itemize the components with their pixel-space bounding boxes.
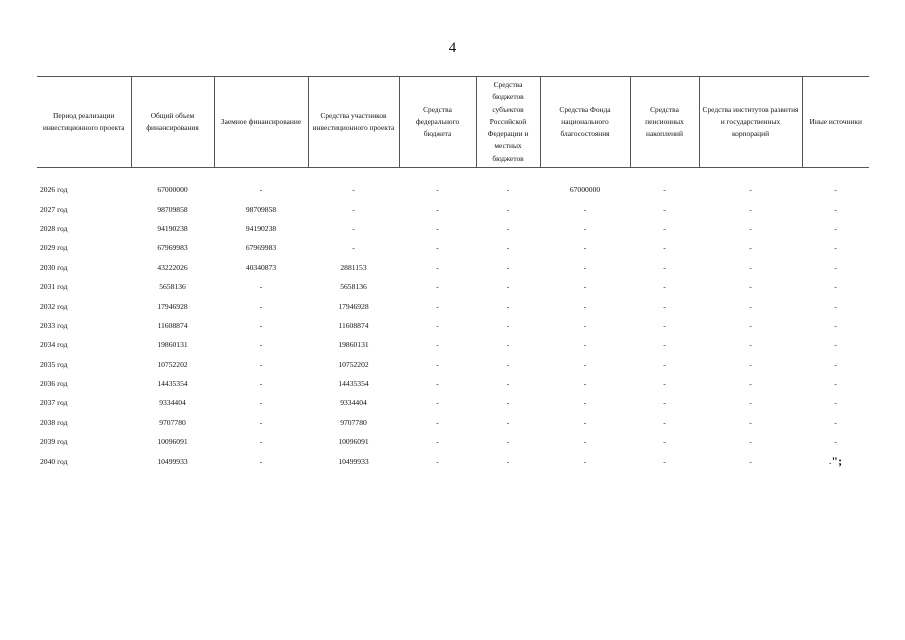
table-row	[37, 451, 869, 470]
header-national-wealth-fund: Средства Фонда национального благосостояния	[540, 77, 630, 168]
table-row	[37, 432, 869, 451]
table-cell: -	[506, 282, 510, 292]
table-cell: -	[436, 437, 439, 447]
table-cell: 10752202	[157, 359, 188, 369]
table-cell: 67969983	[245, 243, 277, 253]
table-cell: -	[436, 243, 439, 253]
table-cell: 5658136	[340, 282, 367, 292]
table-cell: -	[583, 262, 587, 272]
header-federal-budget: Средства федерального бюджета	[399, 77, 476, 168]
table-cell: 14435354	[157, 379, 188, 389]
table-cell: -	[749, 223, 752, 233]
table-cell: 11608874	[157, 320, 188, 330]
table-cell: -	[834, 185, 837, 195]
table-row	[37, 219, 869, 238]
table-cell: 17946928	[157, 301, 188, 311]
table-cell: 10499933	[338, 456, 369, 466]
table-cell: -	[834, 437, 837, 447]
table-cell: -	[749, 185, 752, 195]
table-cell: -	[749, 417, 752, 427]
table-cell: 11608874	[338, 320, 369, 330]
table-cell: 10499933	[157, 456, 188, 466]
table-cell: -	[583, 437, 587, 447]
table-cell: -	[436, 340, 439, 350]
table-cell: -	[436, 417, 439, 427]
table-cell: -	[834, 320, 837, 330]
table-cell: -	[834, 204, 837, 214]
table-cell: -	[506, 262, 510, 272]
table-cell: -	[583, 359, 587, 369]
table-cell: -	[259, 456, 263, 466]
table-row	[37, 277, 869, 296]
table-cell: -	[352, 243, 355, 253]
table-cell: -	[506, 456, 510, 466]
table-cell: -	[506, 301, 510, 311]
table-row	[37, 393, 869, 412]
table-cell: 94190238	[157, 223, 188, 233]
table-cell: -	[436, 359, 439, 369]
table-cell-period: 2035 год	[40, 359, 68, 369]
table-cell: -	[259, 437, 263, 447]
table-cell: -	[834, 340, 837, 350]
table-cell: 14435354	[338, 379, 369, 389]
table-cell: -	[259, 379, 263, 389]
table-row	[37, 238, 869, 257]
table-cell-period: 2033 год	[40, 320, 68, 330]
header-borrowed-financing: Заемное финансирование	[214, 77, 308, 168]
table-cell: -	[352, 185, 355, 195]
table-cell: -	[663, 417, 666, 427]
page-number: 4	[448, 40, 457, 56]
table-cell: -	[749, 340, 752, 350]
table-cell-period: 2039 год	[40, 437, 68, 447]
header-total-financing: Общий объем финансирования	[131, 77, 214, 168]
table-cell: -	[352, 204, 355, 214]
table-cell: -	[259, 417, 263, 427]
table-cell: -	[436, 320, 439, 330]
table-cell: -	[506, 204, 510, 214]
header-pension-savings: Средства пенсионных накоплений	[630, 77, 699, 168]
table-cell	[802, 451, 869, 470]
table-cell: -	[259, 282, 263, 292]
table-cell: -	[506, 320, 510, 330]
table-cell: -	[834, 398, 837, 408]
table-cell: -	[583, 301, 587, 311]
table-cell: -	[663, 282, 666, 292]
table-cell: -	[583, 456, 587, 466]
table-cell: -	[436, 301, 439, 311]
table-cell: -	[259, 340, 263, 350]
table-cell: -	[749, 204, 752, 214]
table-cell: -	[749, 359, 752, 369]
header-other-sources: Иные источники	[802, 77, 869, 168]
table-cell: 19860131	[338, 340, 369, 350]
table-cell: 67969983	[157, 243, 188, 253]
table-cell: -	[436, 262, 439, 272]
table-cell: -	[834, 223, 837, 233]
table-cell: -	[583, 417, 587, 427]
table-cell: -	[834, 301, 837, 311]
table-cell: -	[663, 185, 666, 195]
table-cell: -	[506, 417, 510, 427]
header-participants-funds: Средства участников инвестиционного проекта	[308, 77, 399, 168]
table-cell: -	[583, 340, 587, 350]
table-cell: -	[506, 379, 510, 389]
table-cell: -	[663, 456, 666, 466]
table-cell: 9707780	[159, 417, 186, 427]
table-row	[37, 335, 869, 354]
table-cell: -	[834, 262, 837, 272]
table-cell: -	[506, 340, 510, 350]
table-cell: -	[749, 282, 752, 292]
table-cell: 5658136	[159, 282, 186, 292]
table-cell: -	[506, 437, 510, 447]
table-cell-period: 2040 год	[40, 456, 68, 466]
table-row	[37, 374, 869, 393]
table-cell: -	[834, 379, 837, 389]
table-cell: -	[583, 379, 587, 389]
table-cell: -	[583, 398, 587, 408]
table-cell: -	[583, 204, 587, 214]
table-cell: 98709858	[157, 204, 188, 214]
table-row	[37, 296, 869, 315]
table-cell: -	[436, 204, 439, 214]
table-cell: 40340873	[245, 262, 277, 272]
table-cell: -	[663, 301, 666, 311]
table-cell: 67000000	[569, 185, 601, 195]
table-cell: 2881153	[340, 262, 367, 272]
table-cell: -	[749, 456, 752, 466]
table-row	[37, 258, 869, 277]
table-cell: -	[436, 398, 439, 408]
table-cell-period: 2031 год	[40, 282, 68, 292]
table-cell-period: 2037 год	[40, 398, 68, 408]
table-cell: -	[663, 340, 666, 350]
table-row	[37, 413, 869, 432]
table-cell-period: 2030 год	[40, 262, 68, 272]
table-cell-value: -	[828, 457, 832, 467]
table-cell: 10096091	[338, 437, 369, 447]
table-cell: 10096091	[157, 437, 188, 447]
table-cell: -	[436, 185, 439, 195]
table-cell: -	[834, 243, 837, 253]
table-cell: -	[259, 359, 263, 369]
table-cell: -	[663, 223, 666, 233]
table-cell: -	[506, 243, 510, 253]
table-cell: -	[259, 301, 263, 311]
table-cell: -	[506, 223, 510, 233]
table-cell: -	[583, 320, 587, 330]
table-cell: -	[663, 379, 666, 389]
table-cell: -	[583, 282, 587, 292]
table-cell: -	[749, 262, 752, 272]
table-cell: -	[352, 223, 355, 233]
table-cell: -	[436, 379, 439, 389]
table-row	[37, 199, 869, 218]
table-cell: -	[749, 301, 752, 311]
table-cell-period: 2028 год	[40, 223, 68, 233]
table-cell-period: 2029 год	[40, 243, 68, 253]
table-cell: -	[259, 320, 263, 330]
table-row	[37, 355, 869, 374]
table-cell: -	[506, 185, 510, 195]
table-cell: -	[436, 456, 439, 466]
table-cell: 10752202	[338, 359, 369, 369]
table-cell: -	[663, 243, 666, 253]
table-cell: -	[834, 417, 837, 427]
table-cell: -	[749, 379, 752, 389]
header-regional-local-budgets: Средства бюджетов субъектов Российской Федерации и местных бюджетов	[476, 77, 540, 168]
table-cell: -	[663, 359, 666, 369]
table-row	[37, 168, 869, 200]
table-cell: -	[259, 185, 263, 195]
table-cell: -	[749, 398, 752, 408]
table-cell: 17946928	[338, 301, 369, 311]
table-cell: -	[259, 398, 263, 408]
table-cell: -	[583, 223, 587, 233]
table-cell: 19860131	[157, 340, 188, 350]
table-cell: 98709858	[245, 204, 277, 214]
table-cell: 9334404	[340, 398, 367, 408]
table-cell: -	[436, 282, 439, 292]
table-cell: 9707780	[340, 417, 367, 427]
table-cell-period: 2027 год	[40, 204, 68, 214]
table-cell-period: 2034 год	[40, 340, 68, 350]
table-cell: -	[834, 282, 837, 292]
table-cell: -	[506, 359, 510, 369]
table-header-row	[37, 77, 869, 168]
table-cell: -	[663, 262, 666, 272]
table-cell: 43222026	[157, 262, 188, 272]
table-cell-period: 2026 год	[40, 185, 68, 195]
table-cell: 94190238	[245, 223, 277, 233]
table-cell: -	[749, 320, 752, 330]
table-cell-period: 2036 год	[40, 379, 68, 389]
table-cell-period: 2038 год	[40, 417, 68, 427]
table-cell: -	[663, 320, 666, 330]
header-development-institutions: Средства институтов развития и государственных корпораций	[699, 77, 802, 168]
table-cell: -	[663, 437, 666, 447]
table-cell: 67000000	[157, 185, 188, 195]
table-cell: -	[506, 398, 510, 408]
table-cell: 9334404	[159, 398, 186, 408]
table-row	[37, 316, 869, 335]
table-cell: -	[749, 243, 752, 253]
table-cell: -	[663, 398, 666, 408]
financing-table	[37, 76, 869, 471]
table-cell: -	[663, 204, 666, 214]
table-cell: -	[583, 243, 587, 253]
closing-quote-mark: ";	[831, 453, 843, 468]
table-cell: -	[834, 359, 837, 369]
table-cell: -	[749, 437, 752, 447]
header-period: Период реализации инвестиционного проекта	[37, 77, 131, 168]
table-cell: -	[436, 223, 439, 233]
table-cell-period: 2032 год	[40, 301, 68, 311]
